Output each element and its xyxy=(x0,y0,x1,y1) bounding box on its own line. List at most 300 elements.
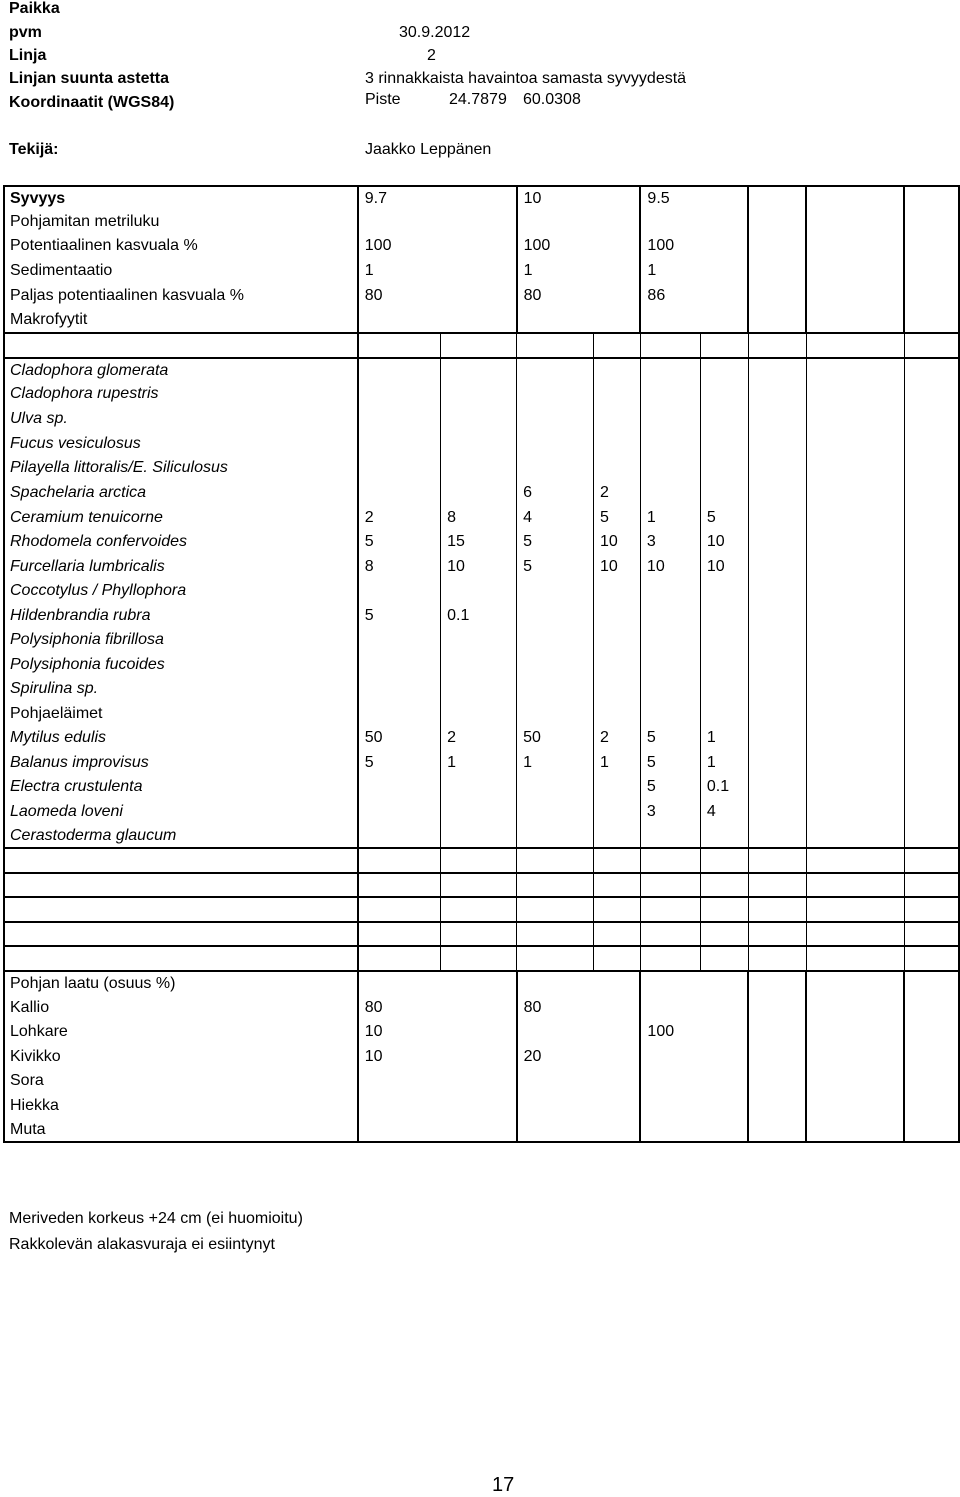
value-cell xyxy=(441,480,517,505)
empty-cell xyxy=(904,530,959,554)
value-cell xyxy=(441,258,517,284)
value-cell xyxy=(517,701,594,726)
value-cell xyxy=(441,628,517,652)
value-cell xyxy=(441,995,517,1020)
value-cell xyxy=(441,775,517,799)
empty-cell xyxy=(748,1118,806,1142)
linja-value: 2 xyxy=(427,47,436,64)
value-cell: 1 xyxy=(700,750,748,775)
table-row xyxy=(4,1069,959,1093)
empty-cell xyxy=(748,554,806,579)
empty-cell xyxy=(748,284,806,308)
table-row xyxy=(4,406,959,431)
koordinaatit-label: Koordinaatit (WGS84) xyxy=(9,94,175,111)
value-cell: 1 xyxy=(647,262,657,279)
value-cell xyxy=(441,1118,517,1142)
empty-cell xyxy=(904,824,959,848)
empty-cell xyxy=(748,946,806,971)
value-cell xyxy=(593,210,640,234)
row-label: Polysiphonia fibrillosa xyxy=(4,628,358,652)
value-cell xyxy=(358,308,441,333)
value-cell xyxy=(441,1069,517,1093)
row-label: Coccotylus / Phyllophora xyxy=(4,579,358,603)
value-cell xyxy=(640,824,700,848)
empty-cell xyxy=(748,579,806,603)
value-cell xyxy=(517,946,594,971)
row-label: Makrofyytit xyxy=(4,308,358,333)
empty-cell xyxy=(806,358,904,382)
table-row xyxy=(4,186,959,210)
value-cell xyxy=(700,848,748,873)
value-cell xyxy=(593,971,640,995)
value-cell xyxy=(441,701,517,726)
value-cell xyxy=(441,677,517,701)
value-cell xyxy=(700,210,748,234)
empty-cell xyxy=(904,456,959,480)
value-cell: 2 xyxy=(358,505,441,530)
value-cell xyxy=(358,579,441,603)
empty-cell xyxy=(748,799,806,824)
value-cell xyxy=(640,873,700,897)
row-label: Mytilus edulis xyxy=(4,726,358,750)
value-cell xyxy=(358,456,441,480)
value-cell xyxy=(700,946,748,971)
empty-cell xyxy=(806,1020,904,1044)
empty-cell xyxy=(904,431,959,456)
value-cell xyxy=(700,358,748,382)
empty-cell xyxy=(904,1020,959,1044)
linja-label: Linja xyxy=(9,47,47,64)
empty-cell xyxy=(806,922,904,946)
value-cell: 10 xyxy=(640,554,700,579)
value-cell xyxy=(593,406,640,431)
value-cell xyxy=(358,677,441,701)
value-cell xyxy=(700,456,748,480)
table-row xyxy=(4,848,959,873)
value-cell xyxy=(593,1044,640,1069)
value-cell xyxy=(517,1020,594,1044)
empty-cell xyxy=(806,505,904,530)
value-cell xyxy=(640,652,700,677)
value-cell xyxy=(517,922,594,946)
empty-cell xyxy=(904,628,959,652)
table-row xyxy=(4,505,959,530)
table-row xyxy=(4,579,959,603)
empty-cell xyxy=(806,258,904,284)
empty-cell xyxy=(904,922,959,946)
value-cell: 80 xyxy=(364,287,383,304)
value-cell xyxy=(700,1118,748,1142)
value-cell xyxy=(517,406,594,431)
suunta-label: Linjan suunta astetta xyxy=(9,70,170,87)
empty-cell xyxy=(904,971,959,995)
value-cell: 10 xyxy=(593,530,640,554)
value-cell: 1 xyxy=(364,262,374,279)
note-sea-level: Meriveden korkeus +24 cm (ei huomioitu) xyxy=(9,1210,303,1227)
value-cell xyxy=(700,897,748,922)
table-row xyxy=(4,946,959,971)
empty-cell xyxy=(806,750,904,775)
value-cell xyxy=(640,210,700,234)
row-label: Kallio xyxy=(4,995,358,1020)
table-row xyxy=(4,284,959,308)
value-cell: 0.1 xyxy=(700,775,748,799)
value-cell: 50 xyxy=(517,726,594,750)
value-cell: 80 xyxy=(364,998,383,1016)
empty-cell xyxy=(806,971,904,995)
value-cell xyxy=(517,873,594,897)
value-cell xyxy=(517,652,594,677)
value-cell xyxy=(441,382,517,406)
note-fucus-limit: Rakkolevän alakasvuraja ei esiintynyt xyxy=(9,1236,275,1253)
value-cell xyxy=(700,406,748,431)
value-cell xyxy=(517,897,594,922)
empty-cell xyxy=(806,530,904,554)
empty-cell xyxy=(806,726,904,750)
value-cell: 5 xyxy=(700,505,748,530)
value-cell xyxy=(700,873,748,897)
value-cell: 4 xyxy=(517,505,594,530)
value-cell xyxy=(358,431,441,456)
value-cell: 5 xyxy=(593,505,640,530)
value-cell: 3 xyxy=(640,799,700,824)
value-cell xyxy=(593,652,640,677)
value-cell xyxy=(593,775,640,799)
value-cell xyxy=(640,579,700,603)
table-row xyxy=(4,1044,959,1069)
value-cell xyxy=(441,210,517,234)
tekija-value: Jaakko Leppänen xyxy=(365,141,492,158)
value-cell xyxy=(441,799,517,824)
row-label: Spirulina sp. xyxy=(4,677,358,701)
value-cell: 10 xyxy=(700,554,748,579)
empty-cell xyxy=(748,258,806,284)
empty-cell xyxy=(748,750,806,775)
value-cell: 2 xyxy=(593,726,640,750)
value-cell xyxy=(517,456,594,480)
empty-cell xyxy=(748,677,806,701)
pvm-label: pvm xyxy=(9,24,42,41)
value-cell xyxy=(517,382,594,406)
table-row xyxy=(4,382,959,406)
value-cell xyxy=(700,824,748,848)
empty-cell xyxy=(748,1020,806,1044)
value-cell xyxy=(640,382,700,406)
value-cell xyxy=(517,358,594,382)
empty-cell xyxy=(904,652,959,677)
value-cell xyxy=(700,480,748,505)
value-cell xyxy=(593,873,640,897)
empty-cell xyxy=(904,186,959,210)
empty-cell xyxy=(748,1093,806,1118)
row-label: Syvyys xyxy=(4,186,358,210)
value-cell xyxy=(593,579,640,603)
value-cell xyxy=(593,258,640,284)
value-cell xyxy=(593,1118,640,1142)
longitude-value: 24.7879 xyxy=(449,91,507,108)
value-cell xyxy=(358,480,441,505)
value-cell xyxy=(700,603,748,628)
value-cell xyxy=(441,406,517,431)
value-cell: 10 xyxy=(364,1023,383,1040)
table-row xyxy=(4,971,959,995)
row-label: Paljas potentiaalinen kasvuala % xyxy=(4,284,358,308)
row-label xyxy=(4,873,358,897)
value-cell xyxy=(441,946,517,971)
value-cell: 6 xyxy=(517,480,594,505)
empty-cell xyxy=(904,1118,959,1142)
value-cell xyxy=(593,995,640,1020)
value-cell xyxy=(700,258,748,284)
value-cell xyxy=(593,848,640,873)
empty-cell xyxy=(806,946,904,971)
empty-cell xyxy=(806,210,904,234)
value-cell: 9.5 xyxy=(640,186,700,210)
empty-cell xyxy=(806,1118,904,1142)
value-cell: 5 xyxy=(358,603,441,628)
row-label: Hildenbrandia rubra xyxy=(4,603,358,628)
value-cell: 100 xyxy=(523,237,551,254)
value-cell xyxy=(640,922,700,946)
value-cell xyxy=(700,431,748,456)
value-cell: 5 xyxy=(358,530,441,554)
empty-cell xyxy=(748,530,806,554)
value-cell: 8 xyxy=(358,554,441,579)
value-cell xyxy=(441,234,517,258)
empty-cell xyxy=(806,897,904,922)
table-row xyxy=(4,799,959,824)
row-label: Cerastoderma glaucum xyxy=(4,824,358,848)
empty-cell xyxy=(806,333,904,358)
value-cell xyxy=(441,873,517,897)
row-label: Hiekka xyxy=(4,1093,358,1118)
value-cell xyxy=(640,971,700,995)
value-cell: 5 xyxy=(517,530,594,554)
value-cell xyxy=(640,628,700,652)
value-cell xyxy=(593,799,640,824)
empty-cell xyxy=(748,358,806,382)
empty-cell xyxy=(748,701,806,726)
row-label: Ulva sp. xyxy=(4,406,358,431)
value-cell: 1 xyxy=(700,726,748,750)
value-cell xyxy=(640,1044,700,1069)
table-row xyxy=(4,456,959,480)
empty-cell xyxy=(748,333,806,358)
value-cell xyxy=(640,1069,700,1093)
value-cell: 10 xyxy=(700,530,748,554)
empty-cell xyxy=(806,799,904,824)
empty-cell xyxy=(904,382,959,406)
value-cell: 20 xyxy=(523,1047,542,1065)
empty-cell xyxy=(806,554,904,579)
value-cell xyxy=(358,1118,441,1142)
value-cell xyxy=(358,799,441,824)
empty-cell xyxy=(748,480,806,505)
value-cell: 80 xyxy=(523,287,542,304)
value-cell xyxy=(358,873,441,897)
empty-cell xyxy=(748,1044,806,1069)
empty-cell xyxy=(806,431,904,456)
table-row xyxy=(4,530,959,554)
value-cell xyxy=(593,701,640,726)
value-cell xyxy=(358,1069,441,1093)
value-cell xyxy=(358,701,441,726)
value-cell xyxy=(700,234,748,258)
value-cell xyxy=(700,284,748,308)
value-cell xyxy=(517,677,594,701)
value-cell xyxy=(640,308,700,333)
value-cell xyxy=(358,406,441,431)
value-cell xyxy=(358,922,441,946)
value-cell xyxy=(593,382,640,406)
empty-cell xyxy=(904,258,959,284)
value-cell xyxy=(593,603,640,628)
empty-cell xyxy=(806,824,904,848)
empty-cell xyxy=(748,505,806,530)
value-cell xyxy=(517,1093,594,1118)
empty-cell xyxy=(748,382,806,406)
empty-cell xyxy=(806,652,904,677)
value-cell xyxy=(441,971,517,995)
value-cell xyxy=(593,284,640,308)
table-row xyxy=(4,628,959,652)
value-cell xyxy=(358,210,441,234)
value-cell xyxy=(700,701,748,726)
table-row xyxy=(4,873,959,897)
value-cell xyxy=(640,603,700,628)
value-cell xyxy=(517,579,594,603)
value-cell xyxy=(517,775,594,799)
empty-cell xyxy=(806,308,904,333)
value-cell: 0.1 xyxy=(441,603,517,628)
row-label: Polysiphonia fucoides xyxy=(4,652,358,677)
row-label xyxy=(4,946,358,971)
table-row xyxy=(4,652,959,677)
value-cell xyxy=(517,431,594,456)
value-cell xyxy=(593,628,640,652)
value-cell: 1 xyxy=(523,262,533,279)
empty-cell xyxy=(904,234,959,258)
value-cell: 80 xyxy=(523,998,542,1016)
empty-cell xyxy=(806,603,904,628)
value-cell xyxy=(700,1020,748,1044)
table-row xyxy=(4,234,959,258)
table-row xyxy=(4,726,959,750)
empty-cell xyxy=(806,995,904,1020)
table-row xyxy=(4,1093,959,1118)
value-cell xyxy=(593,333,640,358)
empty-cell xyxy=(904,1044,959,1069)
row-label: Rhodomela confervoides xyxy=(4,530,358,554)
value-cell xyxy=(358,628,441,652)
value-cell xyxy=(700,995,748,1020)
empty-cell xyxy=(904,505,959,530)
empty-cell xyxy=(904,897,959,922)
empty-cell xyxy=(806,701,904,726)
empty-cell xyxy=(806,1044,904,1069)
empty-cell xyxy=(748,406,806,431)
value-cell: 1 xyxy=(640,505,700,530)
value-cell: 15 xyxy=(441,530,517,554)
row-label: Lohkare xyxy=(4,1020,358,1044)
value-cell xyxy=(441,1093,517,1118)
value-cell xyxy=(640,677,700,701)
value-cell: 3 xyxy=(640,530,700,554)
value-cell xyxy=(593,946,640,971)
value-cell xyxy=(517,1069,594,1093)
table-row xyxy=(4,431,959,456)
value-cell xyxy=(441,456,517,480)
value-cell xyxy=(640,406,700,431)
table-row xyxy=(4,554,959,579)
value-cell xyxy=(441,824,517,848)
document-header xyxy=(0,0,960,175)
observation-table xyxy=(3,185,960,1143)
empty-cell xyxy=(748,234,806,258)
row-label: Laomeda loveni xyxy=(4,799,358,824)
value-cell xyxy=(358,775,441,799)
empty-cell xyxy=(806,628,904,652)
empty-cell xyxy=(904,946,959,971)
value-cell: 100 xyxy=(647,237,675,254)
value-cell xyxy=(441,848,517,873)
value-cell xyxy=(593,234,640,258)
empty-cell xyxy=(904,480,959,505)
empty-cell xyxy=(904,284,959,308)
empty-cell xyxy=(748,210,806,234)
latitude-value: 60.0308 xyxy=(523,91,581,108)
row-label xyxy=(4,922,358,946)
empty-cell xyxy=(748,431,806,456)
row-label xyxy=(4,333,358,358)
table-row xyxy=(4,480,959,505)
value-cell xyxy=(441,431,517,456)
row-label: Cladophora glomerata xyxy=(4,358,358,382)
value-cell xyxy=(593,431,640,456)
table-row xyxy=(4,824,959,848)
empty-cell xyxy=(748,873,806,897)
value-cell xyxy=(640,897,700,922)
value-cell xyxy=(358,358,441,382)
empty-cell xyxy=(904,1069,959,1093)
piste-label: Piste xyxy=(365,91,401,108)
value-cell: 100 xyxy=(364,237,392,254)
empty-cell xyxy=(904,358,959,382)
value-cell xyxy=(441,308,517,333)
empty-cell xyxy=(904,603,959,628)
empty-cell xyxy=(904,579,959,603)
empty-cell xyxy=(904,210,959,234)
paikka-label: Paikka xyxy=(9,0,60,17)
value-cell xyxy=(593,1020,640,1044)
row-label: Kivikko xyxy=(4,1044,358,1069)
value-cell xyxy=(640,431,700,456)
value-cell: 5 xyxy=(358,750,441,775)
row-label: Pohjamitan metriluku xyxy=(4,210,358,234)
empty-cell xyxy=(904,873,959,897)
table-row xyxy=(4,308,959,333)
value-cell xyxy=(593,308,640,333)
value-cell xyxy=(593,358,640,382)
empty-cell xyxy=(748,824,806,848)
value-cell: 9.7 xyxy=(358,186,441,210)
empty-cell xyxy=(904,1093,959,1118)
value-cell: 1 xyxy=(593,750,640,775)
empty-cell xyxy=(748,897,806,922)
row-label: Spachelaria arctica xyxy=(4,480,358,505)
value-cell xyxy=(441,579,517,603)
value-cell xyxy=(517,971,594,995)
